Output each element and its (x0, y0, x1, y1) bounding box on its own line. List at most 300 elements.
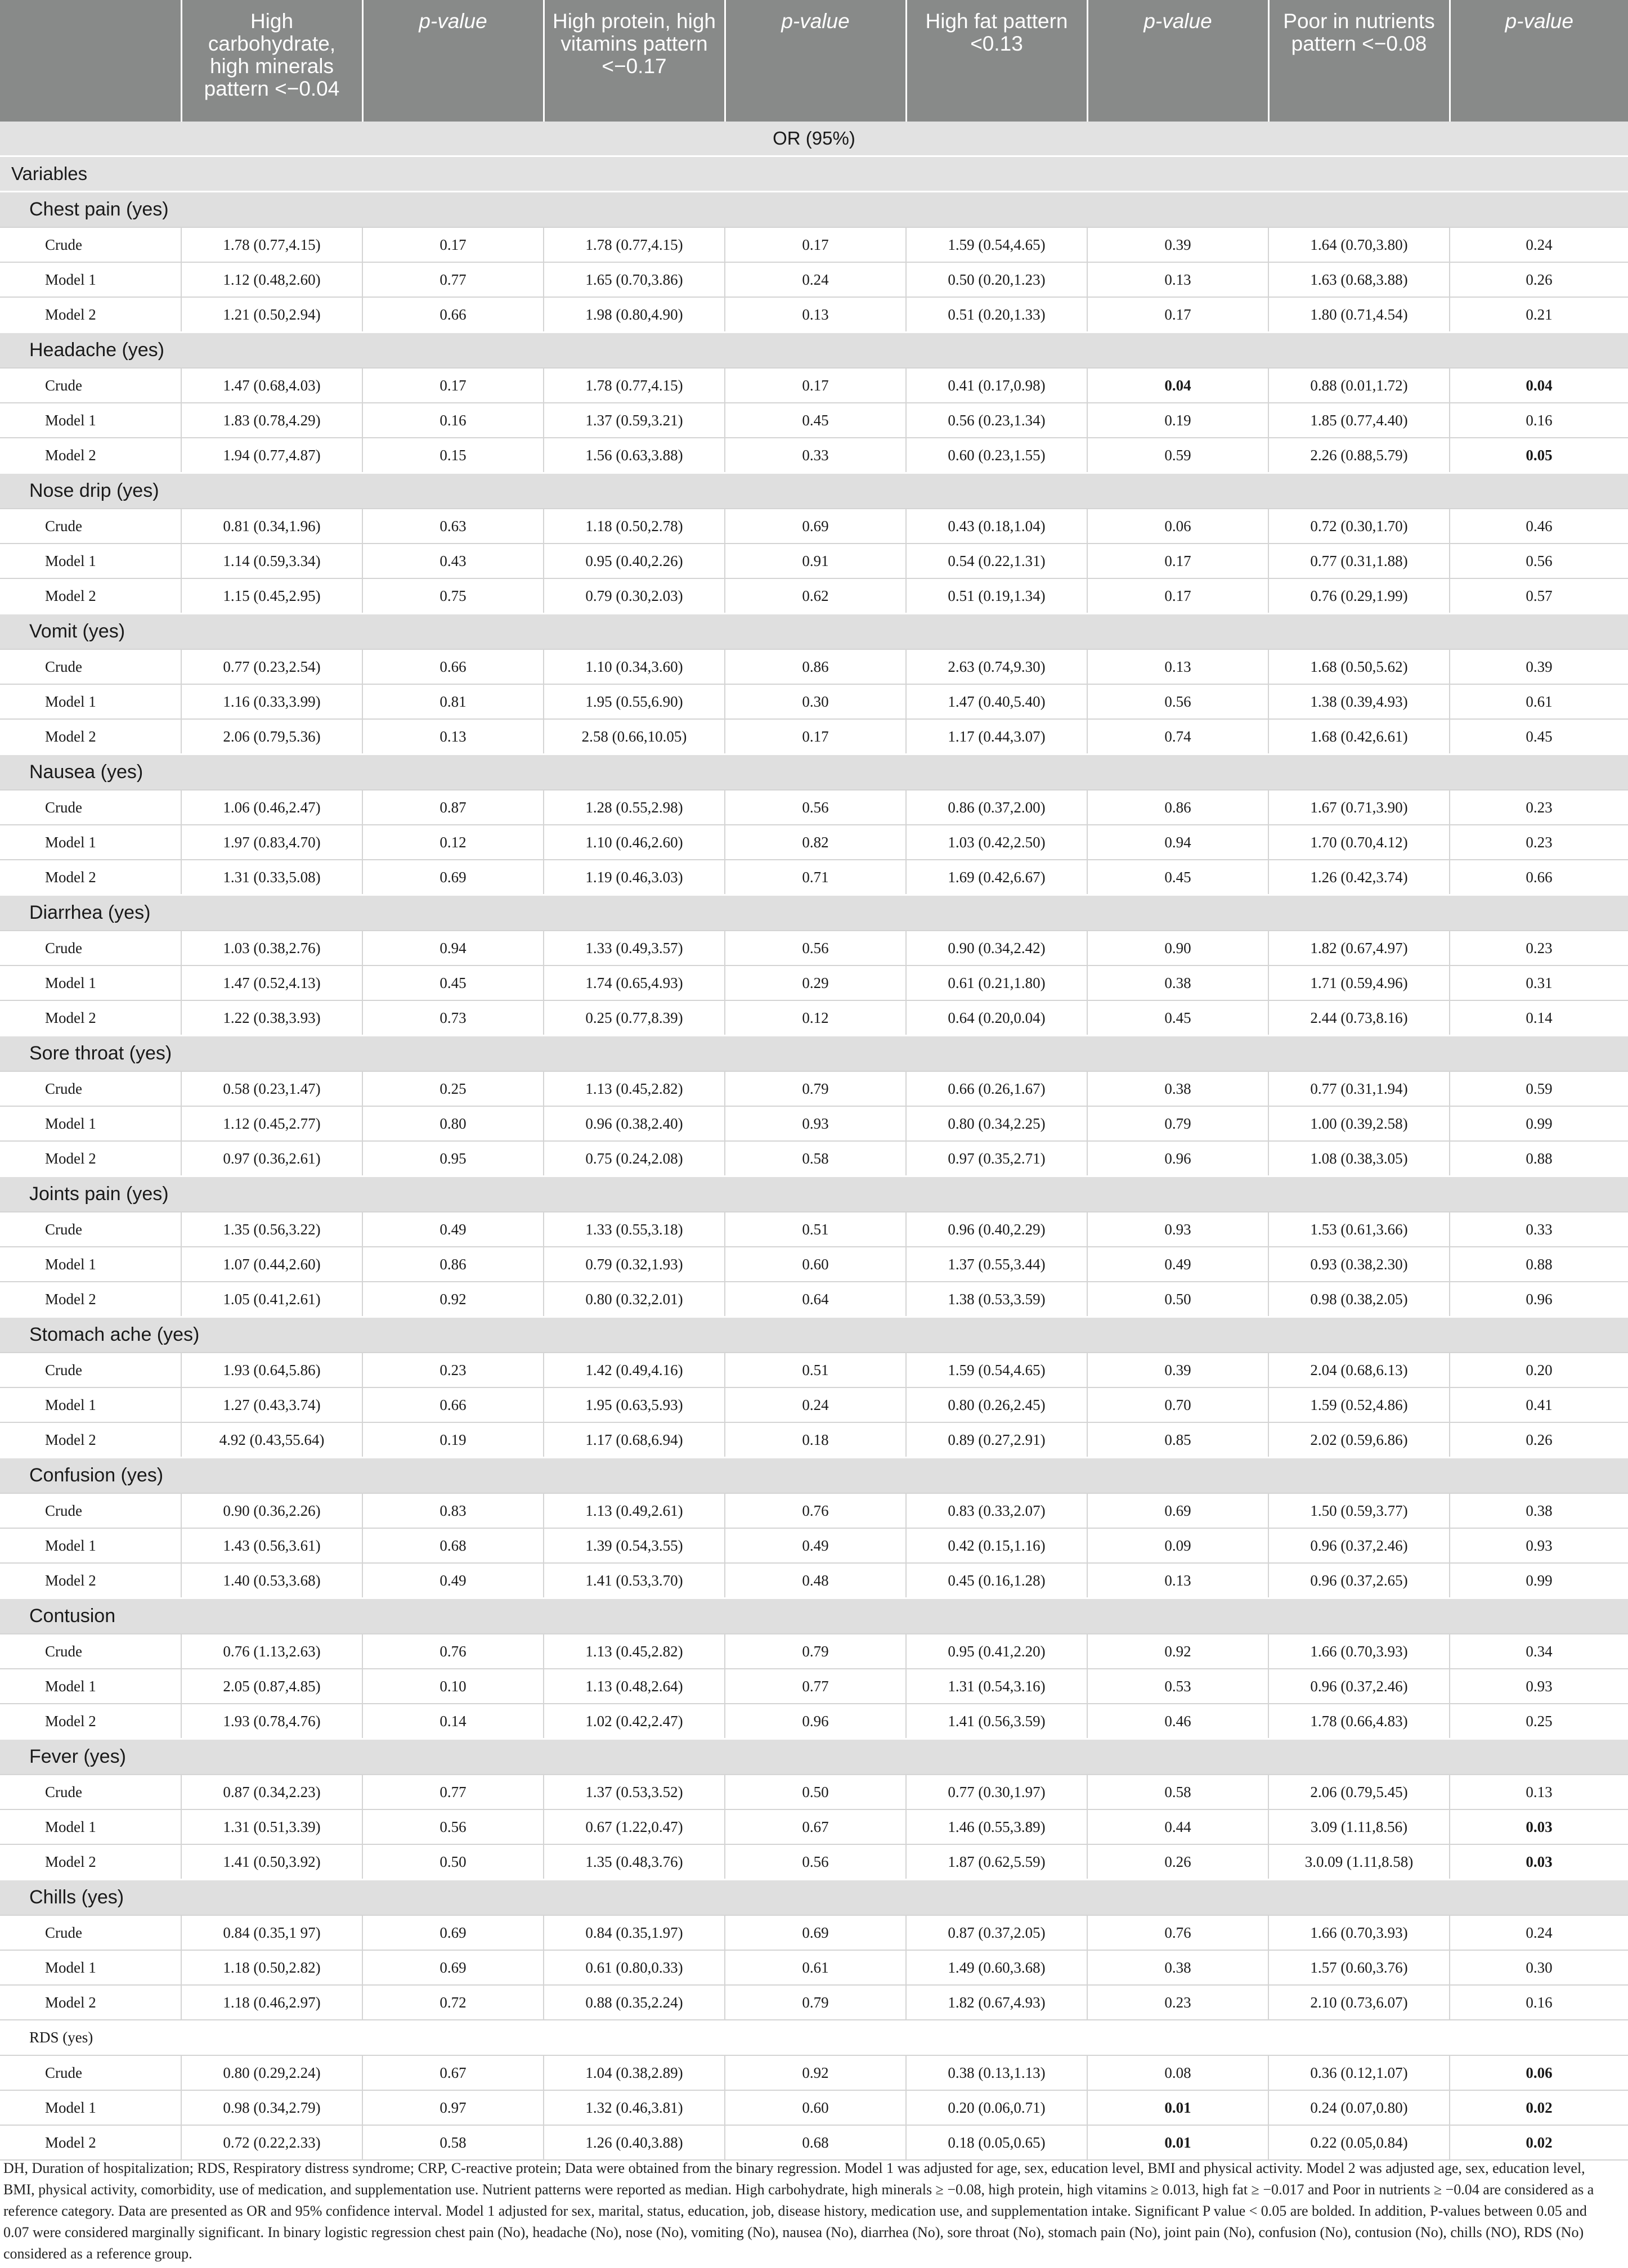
p-value-cell: 0.29 (725, 965, 906, 1000)
p-value-cell: 0.59 (1087, 438, 1268, 473)
p-value-cell: 0.85 (1087, 1422, 1268, 1458)
p-value-cell: 0.17 (1087, 578, 1268, 614)
or-ci-cell: 1.41 (0.53,3.70) (544, 1563, 725, 1598)
or-ci-cell: 1.59 (0.54,4.65) (906, 227, 1087, 262)
group-label: Nausea (yes) (0, 754, 1628, 791)
p-value-cell: 0.16 (1450, 1985, 1628, 2020)
or-ci-cell: 1.05 (0.41,2.61) (181, 1282, 362, 1317)
p-value-cell: 0.67 (362, 2055, 544, 2090)
group-label: Contusion (0, 1598, 1628, 1634)
group-label: Chills (yes) (0, 1880, 1628, 1916)
model-label: Crude (0, 1353, 181, 1387)
or-ci-cell: 1.94 (0.77,4.87) (181, 438, 362, 473)
p-value-cell: 0.86 (362, 1247, 544, 1282)
or-ci-cell: 0.38 (0.13,1.13) (906, 2055, 1087, 2090)
or-ci-cell: 1.71 (0.59,4.96) (1268, 965, 1450, 1000)
model-label: Crude (0, 1212, 181, 1247)
or-ci-cell: 1.02 (0.42,2.47) (544, 1704, 725, 1739)
or-ci-cell: 0.98 (0.34,2.79) (181, 2090, 362, 2125)
table-row (0, 403, 1628, 438)
or-ci-cell: 1.21 (0.50,2.94) (181, 297, 362, 333)
p-value-cell: 0.06 (1450, 2055, 1628, 2090)
or-ci-cell: 1.93 (0.78,4.76) (181, 1704, 362, 1739)
p-value-cell: 0.69 (362, 1950, 544, 1985)
p-value-cell: 0.58 (725, 1141, 906, 1176)
or-ci-cell: 0.54 (0.22,1.31) (906, 544, 1087, 578)
p-value-cell: 0.79 (725, 1071, 906, 1106)
p-value-cell: 0.13 (1087, 649, 1268, 684)
p-value-cell: 0.86 (725, 649, 906, 684)
p-value-cell: 0.76 (362, 1634, 544, 1669)
table-row (0, 544, 1628, 578)
model-label: Model 2 (0, 1704, 181, 1739)
p-value-cell: 0.04 (1450, 368, 1628, 403)
p-value-cell: 0.20 (1450, 1353, 1628, 1387)
or-ci-cell: 1.04 (0.38,2.89) (544, 2055, 725, 2090)
or-ci-cell: 0.84 (0.35,1 97) (181, 1915, 362, 1950)
table-row (0, 1422, 1628, 1458)
p-value-cell: 0.94 (362, 931, 544, 965)
p-value-cell: 0.74 (1087, 719, 1268, 754)
p-value-cell: 0.91 (725, 544, 906, 578)
table-row (0, 1669, 1628, 1704)
p-value-cell: 0.87 (362, 790, 544, 825)
p-value-cell: 0.02 (1450, 2090, 1628, 2125)
or-ci-cell: 1.27 (0.43,3.74) (181, 1387, 362, 1422)
p-value-cell: 0.30 (725, 684, 906, 719)
table-row (0, 1247, 1628, 1282)
p-value-cell: 0.56 (725, 790, 906, 825)
model-label: Model 1 (0, 262, 181, 297)
p-value-cell: 0.49 (725, 1528, 906, 1563)
p-value-cell: 0.57 (1450, 578, 1628, 614)
or-ci-cell: 0.90 (0.34,2.42) (906, 931, 1087, 965)
or-ci-cell: 1.07 (0.44,2.60) (181, 1247, 362, 1282)
table-row (0, 509, 1628, 544)
or-ci-cell: 0.61 (0.80,0.33) (544, 1950, 725, 1985)
group-row (0, 1176, 1628, 1212)
group-label: Confusion (yes) (0, 1458, 1628, 1494)
model-label: Model 2 (0, 1844, 181, 1880)
or-ci-cell: 1.31 (0.33,5.08) (181, 860, 362, 895)
or-ci-cell: 1.03 (0.38,2.76) (181, 931, 362, 965)
p-value-cell: 0.56 (1087, 684, 1268, 719)
model-label: Model 1 (0, 544, 181, 578)
p-value-cell: 0.58 (362, 2125, 544, 2160)
p-value-cell: 0.56 (725, 1844, 906, 1880)
group-label: Sore throat (yes) (0, 1036, 1628, 1072)
or-ci-cell: 0.86 (0.37,2.00) (906, 790, 1087, 825)
group-label: Joints pain (yes) (0, 1176, 1628, 1212)
model-label: Model 2 (0, 297, 181, 333)
or-ci-cell: 0.76 (1.13,2.63) (181, 1634, 362, 1669)
group-row (0, 473, 1628, 509)
or-ci-cell: 0.41 (0.17,0.98) (906, 368, 1087, 403)
or-ci-cell: 2.06 (0.79,5.36) (181, 719, 362, 754)
table-row (0, 790, 1628, 825)
p-value-cell: 0.96 (1450, 1282, 1628, 1317)
or-ci-cell: 1.33 (0.49,3.57) (544, 931, 725, 965)
model-label: Model 2 (0, 1985, 181, 2020)
p-value-cell: 0.03 (1450, 1844, 1628, 1880)
or-ci-cell: 1.50 (0.59,3.77) (1268, 1493, 1450, 1528)
table-row (0, 860, 1628, 895)
table-row (0, 719, 1628, 754)
or-ci-cell: 1.22 (0.38,3.93) (181, 1000, 362, 1036)
p-value-cell: 0.45 (1087, 1000, 1268, 1036)
p-value-cell: 0.26 (1450, 1422, 1628, 1458)
or-ci-cell: 0.95 (0.40,2.26) (544, 544, 725, 578)
p-value-cell: 0.39 (1087, 227, 1268, 262)
p-value-cell: 0.51 (725, 1353, 906, 1387)
or-ci-cell: 1.82 (0.67,4.97) (1268, 931, 1450, 965)
or-ci-cell: 1.10 (0.46,2.60) (544, 825, 725, 860)
or-ci-cell: 1.82 (0.67,4.93) (906, 1985, 1087, 2020)
header-row (0, 0, 1628, 122)
model-label: Crude (0, 649, 181, 684)
p-value-cell: 0.76 (1087, 1915, 1268, 1950)
p-value-cell: 0.23 (1450, 931, 1628, 965)
p-value-cell: 0.16 (1450, 403, 1628, 438)
model-label: Model 1 (0, 684, 181, 719)
model-label: Crude (0, 790, 181, 825)
p-value-cell: 0.88 (1450, 1247, 1628, 1282)
table-row (0, 1844, 1628, 1880)
p-value-cell: 0.17 (725, 227, 906, 262)
p-value-cell: 0.14 (362, 1704, 544, 1739)
model-label: Crude (0, 1915, 181, 1950)
p-value-cell: 0.04 (1087, 368, 1268, 403)
table-row (0, 1775, 1628, 1809)
or-ci-cell: 0.88 (0.01,1.72) (1268, 368, 1450, 403)
p-value-cell: 0.24 (725, 262, 906, 297)
or-ci-cell: 1.98 (0.80,4.90) (544, 297, 725, 333)
p-value-cell: 0.39 (1450, 649, 1628, 684)
or-ci-cell: 1.95 (0.63,5.93) (544, 1387, 725, 1422)
or-ci-cell: 1.67 (0.71,3.90) (1268, 790, 1450, 825)
p-value-cell: 0.45 (362, 965, 544, 1000)
p-value-cell: 0.93 (1450, 1669, 1628, 1704)
group-row (0, 333, 1628, 369)
p-value-cell: 0.64 (725, 1282, 906, 1317)
or-ci-cell: 0.96 (0.40,2.29) (906, 1212, 1087, 1247)
table-row (0, 2055, 1628, 2090)
or-ci-cell: 1.17 (0.68,6.94) (544, 1422, 725, 1458)
or-ci-cell: 0.77 (0.23,2.54) (181, 649, 362, 684)
p-value-cell: 0.13 (1087, 262, 1268, 297)
header-p-value: p-value (1087, 0, 1268, 122)
p-value-cell: 0.95 (362, 1141, 544, 1176)
model-label: Model 2 (0, 1422, 181, 1458)
or-ci-cell: 1.33 (0.55,3.18) (544, 1212, 725, 1247)
header-empty (0, 0, 181, 122)
or-ci-cell: 0.77 (0.30,1.97) (906, 1775, 1087, 1809)
table-row (0, 2090, 1628, 2125)
p-value-cell: 0.60 (725, 2090, 906, 2125)
p-value-cell: 0.82 (725, 825, 906, 860)
p-value-cell: 0.50 (1087, 1282, 1268, 1317)
p-value-cell: 0.26 (1450, 262, 1628, 297)
table-row (0, 1353, 1628, 1387)
p-value-cell: 0.12 (725, 1000, 906, 1036)
model-label: Model 1 (0, 1106, 181, 1141)
or-ci-cell: 1.06 (0.46,2.47) (181, 790, 362, 825)
table-row (0, 1000, 1628, 1036)
or-ci-cell: 1.66 (0.70,3.93) (1268, 1634, 1450, 1669)
p-value-cell: 0.13 (1450, 1775, 1628, 1809)
table-row (0, 931, 1628, 965)
p-value-cell: 0.96 (1087, 1141, 1268, 1176)
or-ci-cell: 1.17 (0.44,3.07) (906, 719, 1087, 754)
p-value-cell: 0.13 (1087, 1563, 1268, 1598)
or-ci-cell: 1.47 (0.52,4.13) (181, 965, 362, 1000)
or-ci-cell: 0.97 (0.35,2.71) (906, 1141, 1087, 1176)
table-row (0, 2125, 1628, 2160)
p-value-cell: 0.93 (725, 1106, 906, 1141)
table-row (0, 1212, 1628, 1247)
group-row (0, 614, 1628, 650)
p-value-cell: 0.69 (362, 860, 544, 895)
p-value-cell: 0.10 (362, 1669, 544, 1704)
model-label: Model 2 (0, 860, 181, 895)
header-p-value: p-value (725, 0, 906, 122)
or-ci-cell: 1.83 (0.78,4.29) (181, 403, 362, 438)
table-row (0, 297, 1628, 333)
model-label: Model 2 (0, 719, 181, 754)
model-label: Crude (0, 1493, 181, 1528)
p-value-cell: 0.79 (725, 1634, 906, 1669)
or-ci-cell: 1.19 (0.46,3.03) (544, 860, 725, 895)
or-ci-cell: 1.42 (0.49,4.16) (544, 1353, 725, 1387)
header-p-value: p-value (1450, 0, 1628, 122)
p-value-cell: 0.17 (725, 368, 906, 403)
or-ci-cell: 1.38 (0.39,4.93) (1268, 684, 1450, 719)
or-ci-cell: 0.61 (0.21,1.80) (906, 965, 1087, 1000)
or-ci-cell: 1.15 (0.45,2.95) (181, 578, 362, 614)
or-ci-cell: 1.41 (0.50,3.92) (181, 1844, 362, 1880)
or-ci-cell: 1.64 (0.70,3.80) (1268, 227, 1450, 262)
model-label: Model 1 (0, 965, 181, 1000)
or-ci-cell: 1.46 (0.55,3.89) (906, 1809, 1087, 1844)
or-ci-cell: 0.80 (0.32,2.01) (544, 1282, 725, 1317)
or-ci-cell: 1.53 (0.61,3.66) (1268, 1212, 1450, 1247)
or-ci-cell: 0.75 (0.24,2.08) (544, 1141, 725, 1176)
or-ci-cell: 1.68 (0.50,5.62) (1268, 649, 1450, 684)
p-value-cell: 0.23 (1450, 790, 1628, 825)
p-value-cell: 0.69 (1087, 1493, 1268, 1528)
table-row (0, 1950, 1628, 1985)
p-value-cell: 0.61 (1450, 684, 1628, 719)
model-label: Model 2 (0, 438, 181, 473)
table-row (0, 1915, 1628, 1950)
or-ci-cell: 1.08 (0.38,3.05) (1268, 1141, 1450, 1176)
table-row (0, 1141, 1628, 1176)
group-row (0, 1880, 1628, 1916)
variables-row (0, 156, 1628, 192)
or-ci-cell: 1.13 (0.48,2.64) (544, 1669, 725, 1704)
p-value-cell: 0.62 (725, 578, 906, 614)
or-ci-cell: 0.25 (0.77,8.39) (544, 1000, 725, 1036)
p-value-cell: 0.80 (362, 1106, 544, 1141)
or-ci-cell: 4.92 (0.43,55.64) (181, 1422, 362, 1458)
or-ci-cell: 2.02 (0.59,6.86) (1268, 1422, 1450, 1458)
header-high-fat-pattern: High fat pattern <0.13 (906, 0, 1087, 122)
p-value-cell: 0.69 (362, 1915, 544, 1950)
p-value-cell: 0.92 (362, 1282, 544, 1317)
p-value-cell: 0.81 (362, 684, 544, 719)
or-ci-cell: 0.88 (0.35,2.24) (544, 1985, 725, 2020)
or-ci-cell: 0.89 (0.27,2.91) (906, 1422, 1087, 1458)
or-ci-cell: 0.80 (0.26,2.45) (906, 1387, 1087, 1422)
or-ci-cell: 1.35 (0.56,3.22) (181, 1212, 362, 1247)
p-value-cell: 0.19 (362, 1422, 544, 1458)
or-ci-cell: 1.18 (0.50,2.82) (181, 1950, 362, 1985)
table-row (0, 1106, 1628, 1141)
model-label: Crude (0, 931, 181, 965)
or-ci-cell: 2.04 (0.68,6.13) (1268, 1353, 1450, 1387)
group-row (0, 192, 1628, 228)
or-ci-cell: 1.00 (0.39,2.58) (1268, 1106, 1450, 1141)
or-ci-cell: 1.31 (0.51,3.39) (181, 1809, 362, 1844)
p-value-cell: 0.02 (1450, 2125, 1628, 2160)
or-ci-cell: 0.79 (0.30,2.03) (544, 578, 725, 614)
table-row (0, 825, 1628, 860)
or-ci-cell: 0.51 (0.19,1.34) (906, 578, 1087, 614)
p-value-cell: 0.97 (362, 2090, 544, 2125)
header-high-carb-pattern: High carbohydrate, high minerals pattern <−0.04 (181, 0, 362, 122)
or-ci-cell: 2.26 (0.88,5.79) (1268, 438, 1450, 473)
group-label: Fever (yes) (0, 1739, 1628, 1775)
p-value-cell: 0.60 (725, 1247, 906, 1282)
p-value-cell: 0.63 (362, 509, 544, 544)
p-value-cell: 0.71 (725, 860, 906, 895)
or-ci-cell: 1.78 (0.77,4.15) (544, 368, 725, 403)
p-value-cell: 0.14 (1450, 1000, 1628, 1036)
group-label: Stomach ache (yes) (0, 1317, 1628, 1353)
p-value-cell: 0.53 (1087, 1669, 1268, 1704)
or-ci-cell: 1.65 (0.70,3.86) (544, 262, 725, 297)
model-label: Crude (0, 1634, 181, 1669)
model-label: Model 1 (0, 1387, 181, 1422)
or-ci-cell: 0.81 (0.34,1.96) (181, 509, 362, 544)
p-value-cell: 0.30 (1450, 1950, 1628, 1985)
p-value-cell: 0.13 (362, 719, 544, 754)
or-ci-cell: 0.87 (0.34,2.23) (181, 1775, 362, 1809)
or-ci-cell: 0.58 (0.23,1.47) (181, 1071, 362, 1106)
model-label: Model 2 (0, 2125, 181, 2160)
or-ci-cell: 2.63 (0.74,9.30) (906, 649, 1087, 684)
p-value-cell: 0.44 (1087, 1809, 1268, 1844)
or-ci-cell: 0.76 (0.29,1.99) (1268, 578, 1450, 614)
p-value-cell: 0.17 (1087, 544, 1268, 578)
p-value-cell: 0.68 (362, 1528, 544, 1563)
model-label: Crude (0, 1071, 181, 1106)
table-row (0, 1704, 1628, 1739)
p-value-cell: 0.49 (362, 1212, 544, 1247)
group-row (0, 1598, 1628, 1634)
group-row (0, 1458, 1628, 1494)
or-ci-cell: 1.32 (0.46,3.81) (544, 2090, 725, 2125)
or-ci-cell: 0.72 (0.22,2.33) (181, 2125, 362, 2160)
p-value-cell: 0.51 (725, 1212, 906, 1247)
table-row (0, 1634, 1628, 1669)
or-ci-cell: 1.80 (0.71,4.54) (1268, 297, 1450, 333)
table-row (0, 578, 1628, 614)
or-ci-cell: 0.87 (0.37,2.05) (906, 1915, 1087, 1950)
group-label: Headache (yes) (0, 333, 1628, 369)
or-ci-cell: 1.59 (0.54,4.65) (906, 1353, 1087, 1387)
p-value-cell: 0.26 (1087, 1844, 1268, 1880)
table-row (0, 368, 1628, 403)
model-label: Model 1 (0, 1247, 181, 1282)
p-value-cell: 0.61 (725, 1950, 906, 1985)
or-ci-cell: 0.96 (0.38,2.40) (544, 1106, 725, 1141)
or-ci-cell: 0.20 (0.06,0.71) (906, 2090, 1087, 2125)
or-ci-cell: 1.10 (0.34,3.60) (544, 649, 725, 684)
p-value-cell: 0.33 (1450, 1212, 1628, 1247)
p-value-cell: 0.17 (362, 227, 544, 262)
or-ci-cell: 2.05 (0.87,4.85) (181, 1669, 362, 1704)
p-value-cell: 0.05 (1450, 438, 1628, 473)
or-ci-cell: 1.70 (0.70,4.12) (1268, 825, 1450, 860)
p-value-cell: 0.16 (362, 403, 544, 438)
table-row (0, 1563, 1628, 1598)
or-ci-cell: 1.37 (0.55,3.44) (906, 1247, 1087, 1282)
or-ci-cell: 2.44 (0.73,8.16) (1268, 1000, 1450, 1036)
model-label: Crude (0, 368, 181, 403)
model-label: Model 2 (0, 578, 181, 614)
p-value-cell: 0.46 (1450, 509, 1628, 544)
or-ci-cell: 1.40 (0.53,3.68) (181, 1563, 362, 1598)
p-value-cell: 0.92 (725, 2055, 906, 2090)
p-value-cell: 0.56 (1450, 544, 1628, 578)
or-ci-cell: 1.18 (0.46,2.97) (181, 1985, 362, 2020)
or-ci-cell: 0.80 (0.34,2.25) (906, 1106, 1087, 1141)
p-value-cell: 0.17 (725, 719, 906, 754)
p-value-cell: 0.23 (1087, 1985, 1268, 2020)
or-ci-cell: 1.93 (0.64,5.86) (181, 1353, 362, 1387)
or-ci-cell: 0.98 (0.38,2.05) (1268, 1282, 1450, 1317)
or-ci-cell: 1.37 (0.53,3.52) (544, 1775, 725, 1809)
or-ci-cell: 1.16 (0.33,3.99) (181, 684, 362, 719)
p-value-cell: 0.15 (362, 438, 544, 473)
p-value-cell: 0.72 (362, 1985, 544, 2020)
p-value-cell: 0.76 (725, 1493, 906, 1528)
or-ci-cell: 1.95 (0.55,6.90) (544, 684, 725, 719)
or-label-row (0, 122, 1628, 156)
or-ci-cell: 2.58 (0.66,10.05) (544, 719, 725, 754)
table-footnote: DH, Duration of hospitalization; RDS, Respiratory distress syndrome; CRP, C-reactive protein; Data were obtained from the binary regression. Model 1 was adjusted for age, sex, education level, BMI and physical activity. Model 2 was adjusted age, sex, education level, BMI, physical activity, comorbidity, use of medication, and supplementation use. Nutrient patterns were reported as median. High carbohydrate, high minerals ≥ −0.08, high protein, high vitamins ≥ 0.013, high fat ≥ −0.017 and Poor in nutrients ≥ −0.04 are considered as a reference category. Data are presented as OR and 95% confidence interval. Model 1 adjusted for sex, marital, status, education, job, disease history, medication use, and supplementation intake. Significant P value < 0.05 are bolded. In addition, P-values between 0.05 and 0.07 were considered marginally significant. In binary logistic regression chest pain (No), headache (No), nose (No), vomiting (No), nausea (No), diarrhea (No), sore throat (No), stomach pain (No), joint pain (No), confusion (No), contusion (No), chills (NO), RDS (No) considered as a reference group. (3, 2160, 1594, 2262)
or-ci-cell: 1.13 (0.45,2.82) (544, 1634, 725, 1669)
p-value-cell: 0.38 (1450, 1493, 1628, 1528)
or-ci-cell: 1.97 (0.83,4.70) (181, 825, 362, 860)
or-ci-cell: 0.84 (0.35,1.97) (544, 1915, 725, 1950)
model-label: Model 1 (0, 825, 181, 860)
or-ci-cell: 1.59 (0.52,4.86) (1268, 1387, 1450, 1422)
p-value-cell: 0.24 (1450, 227, 1628, 262)
group-label: Diarrhea (yes) (0, 895, 1628, 931)
group-row (0, 1317, 1628, 1353)
p-value-cell: 0.69 (725, 509, 906, 544)
or-ci-cell: 0.60 (0.23,1.55) (906, 438, 1087, 473)
p-value-cell: 0.66 (362, 649, 544, 684)
table-row (0, 262, 1628, 297)
model-label: Crude (0, 509, 181, 544)
p-value-cell: 0.77 (362, 1775, 544, 1809)
p-value-cell: 0.23 (362, 1353, 544, 1387)
p-value-cell: 0.25 (1450, 1704, 1628, 1739)
or-ci-cell: 1.13 (0.45,2.82) (544, 1071, 725, 1106)
